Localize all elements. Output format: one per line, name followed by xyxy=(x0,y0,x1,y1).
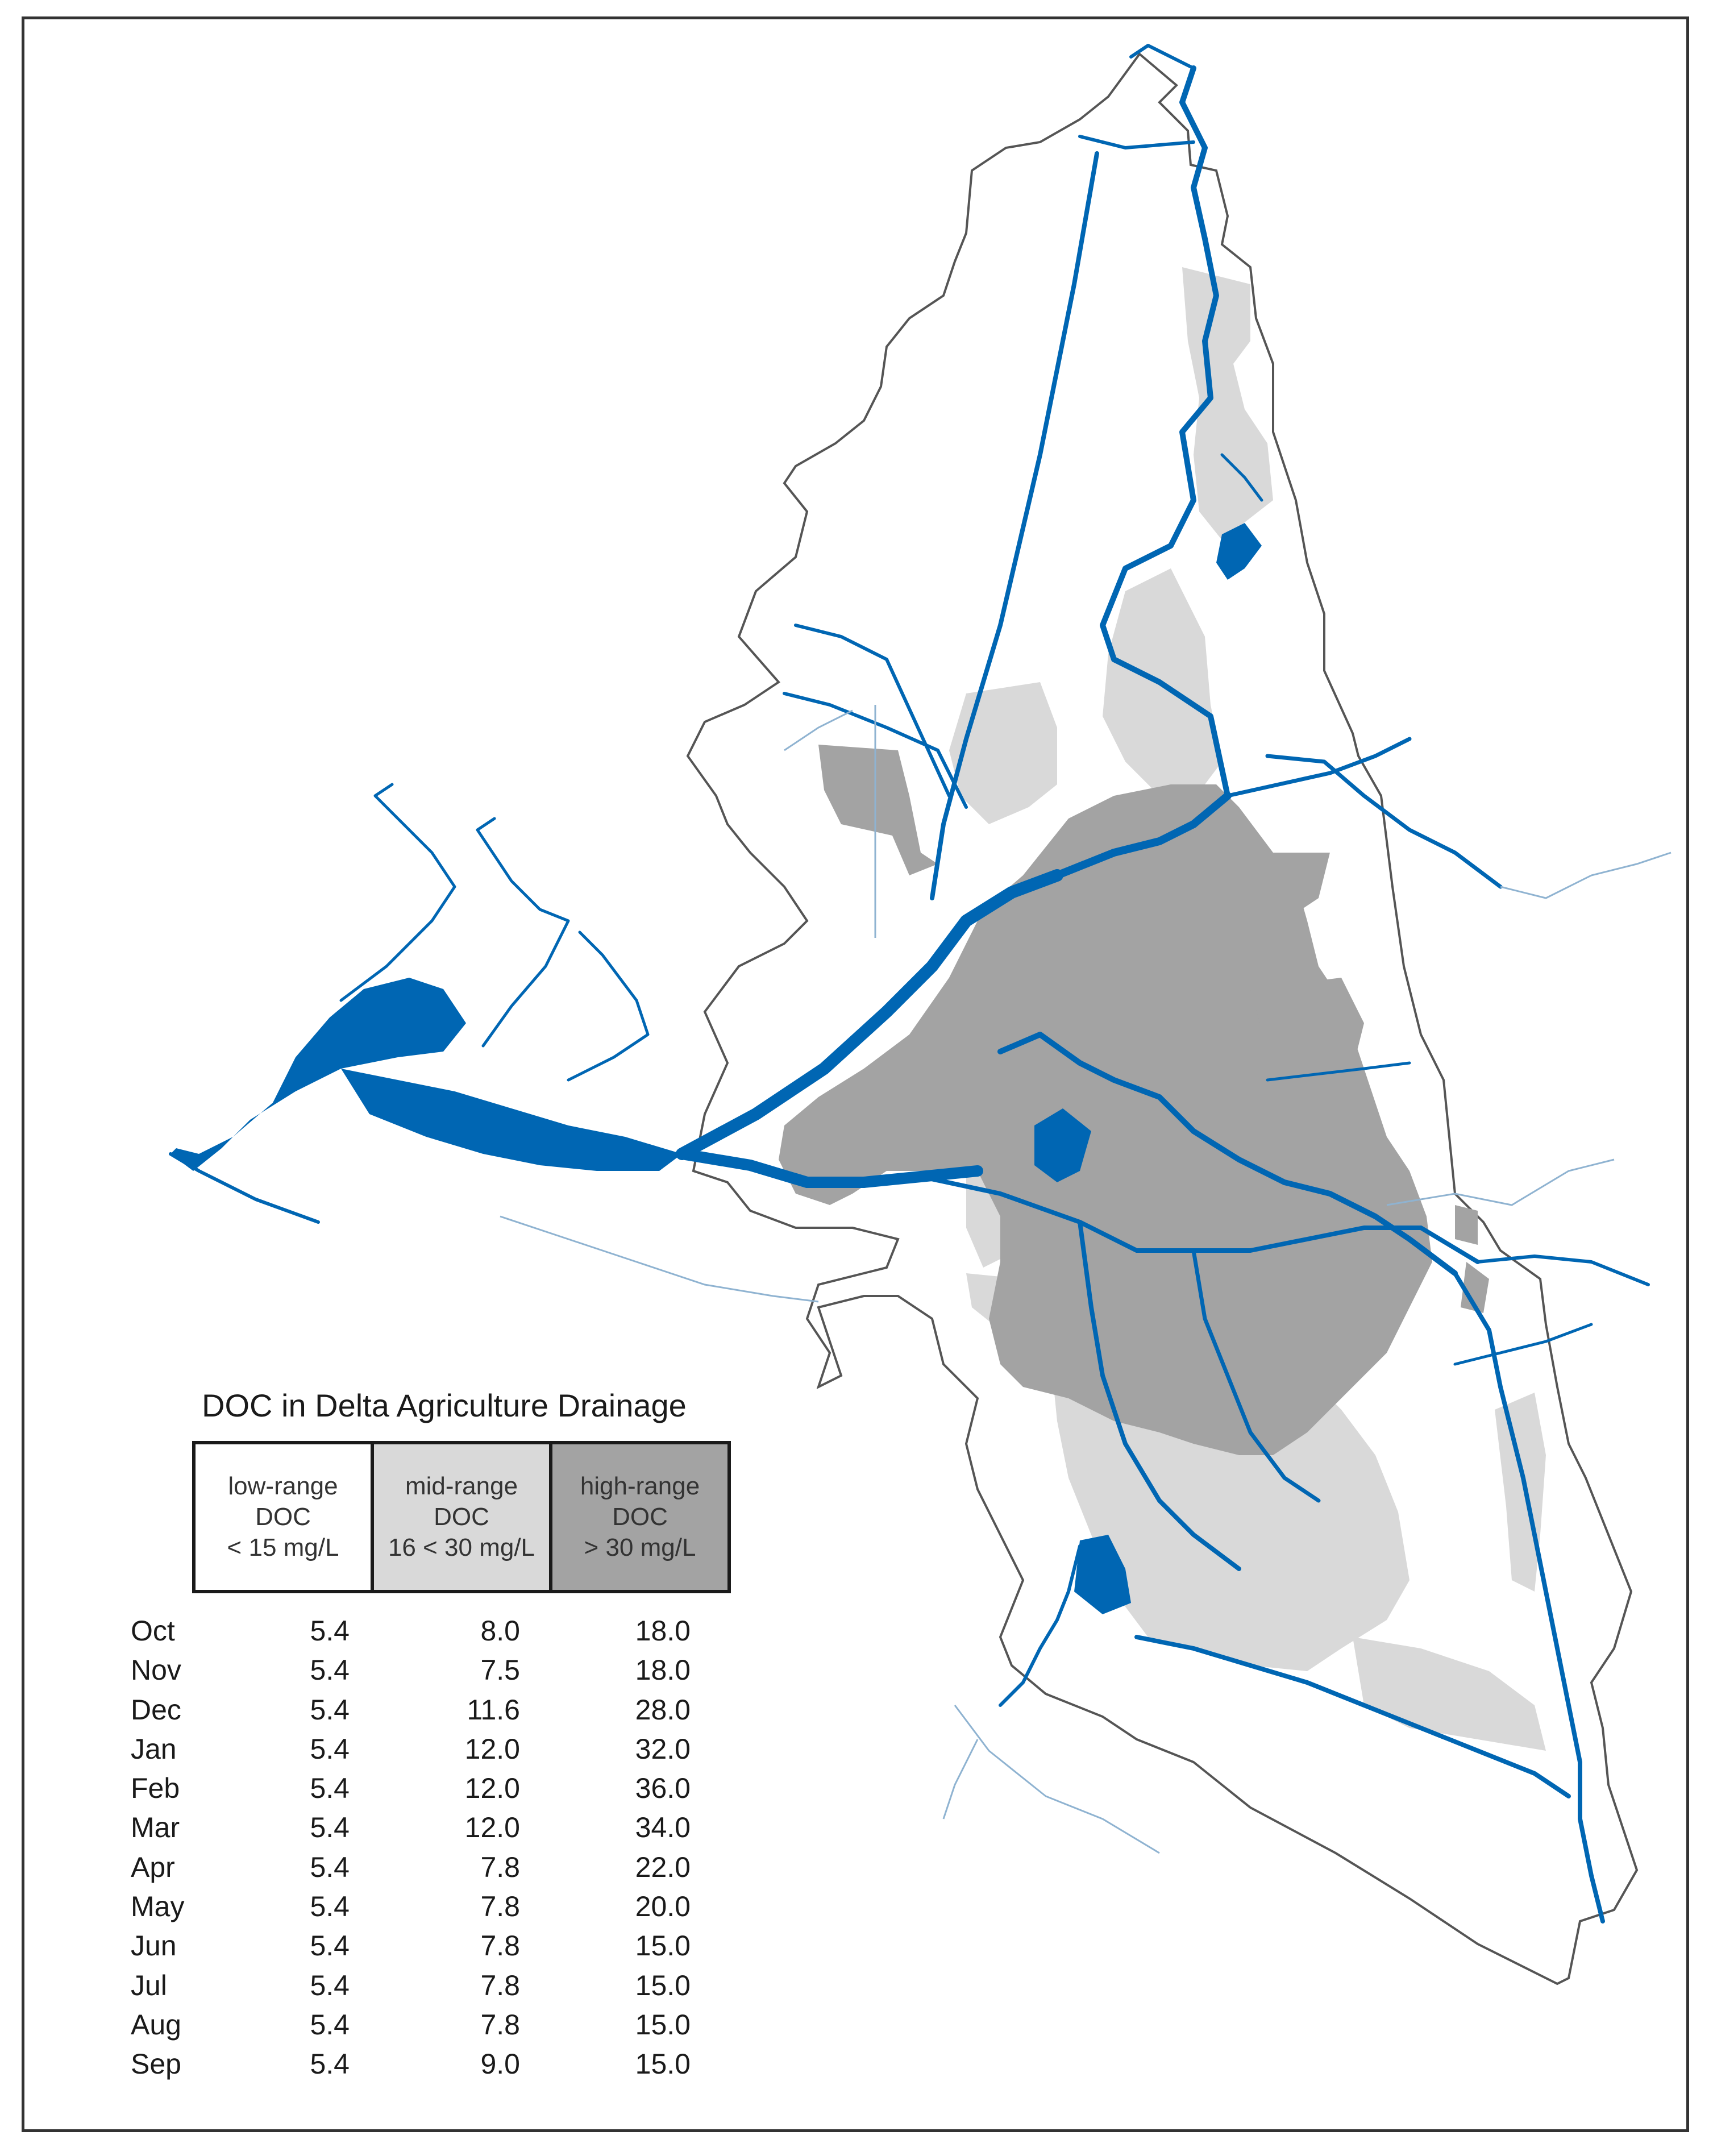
high-cell: 18.0 xyxy=(635,1615,691,1647)
month-cell: May xyxy=(131,1891,185,1923)
mid-cell: 12.0 xyxy=(464,1812,520,1844)
low-cell: 5.4 xyxy=(310,1812,350,1844)
high-cell: 34.0 xyxy=(635,1812,691,1844)
mid-cell: 7.8 xyxy=(480,1969,520,2001)
legend-low-line3: < 15 mg/L xyxy=(227,1534,339,1561)
mid-cell: 7.8 xyxy=(480,1851,520,1883)
month-cell: Aug xyxy=(131,2008,181,2041)
month-cell: Sep xyxy=(131,2048,181,2080)
high-cell: 32.0 xyxy=(635,1733,691,1765)
legend xyxy=(192,1441,731,1593)
month-cell: Apr xyxy=(131,1851,175,1883)
legend-mid-line3: 16 < 30 mg/L xyxy=(388,1534,535,1561)
high-cell: 22.0 xyxy=(635,1851,691,1883)
high-cell: 15.0 xyxy=(635,1969,691,2001)
legend-high-line1: high-range xyxy=(580,1472,700,1500)
high-cell: 15.0 xyxy=(635,2048,691,2080)
mid-cell: 7.8 xyxy=(480,1891,520,1923)
low-cell: 5.4 xyxy=(310,1693,350,1726)
mid-cell: 9.0 xyxy=(480,2048,520,2080)
month-cell: Dec xyxy=(131,1693,181,1726)
month-cell: Nov xyxy=(131,1654,181,1686)
legend-high-range xyxy=(549,1441,731,1593)
legend-high-line2: DOC xyxy=(612,1503,668,1531)
legend-mid-range xyxy=(371,1441,552,1593)
high-cell: 18.0 xyxy=(635,1654,691,1686)
mid-cell: 11.6 xyxy=(467,1693,520,1726)
low-cell: 5.4 xyxy=(310,1654,350,1686)
legend-mid-line1: mid-range xyxy=(405,1472,518,1500)
legend-low-line1: low-range xyxy=(228,1472,338,1500)
low-cell: 5.4 xyxy=(310,1969,350,2001)
low-cell: 5.4 xyxy=(310,1772,350,1805)
month-cell: Jun xyxy=(131,1930,177,1962)
high-cell: 36.0 xyxy=(635,1772,691,1805)
month-cell: Jan xyxy=(131,1733,177,1765)
low-cell: 5.4 xyxy=(310,2008,350,2041)
low-cell: 5.4 xyxy=(310,1733,350,1765)
high-cell: 20.0 xyxy=(635,1891,691,1923)
legend-low-line2: DOC xyxy=(255,1503,311,1531)
month-cell: Feb xyxy=(131,1772,180,1805)
high-cell: 28.0 xyxy=(635,1693,691,1726)
month-cell: Jul xyxy=(131,1969,167,2001)
legend-title: DOC in Delta Agriculture Drainage xyxy=(202,1388,687,1423)
low-cell: 5.4 xyxy=(310,1891,350,1923)
waterways xyxy=(171,45,1648,1921)
month-cell: Mar xyxy=(131,1812,180,1844)
mid-cell: 8.0 xyxy=(480,1615,520,1647)
high-cell: 15.0 xyxy=(635,1930,691,1962)
legend-mid-line2: DOC xyxy=(434,1503,489,1531)
mid-cell: 12.0 xyxy=(464,1772,520,1805)
low-cell: 5.4 xyxy=(310,1615,350,1647)
month-cell: Oct xyxy=(131,1615,175,1647)
low-cell: 5.4 xyxy=(310,1930,350,1962)
low-cell: 5.4 xyxy=(310,1851,350,1883)
low-cell: 5.4 xyxy=(310,2048,350,2080)
high-cell: 15.0 xyxy=(635,2008,691,2041)
mid-cell: 7.5 xyxy=(480,1654,520,1686)
legend-low-range xyxy=(192,1441,374,1593)
suisun-bay xyxy=(171,978,466,1171)
mid-cell: 7.8 xyxy=(480,1930,520,1962)
mid-cell: 12.0 xyxy=(464,1733,520,1765)
mid-cell: 7.8 xyxy=(480,2008,520,2041)
legend-high-line3: > 30 mg/L xyxy=(584,1534,696,1561)
